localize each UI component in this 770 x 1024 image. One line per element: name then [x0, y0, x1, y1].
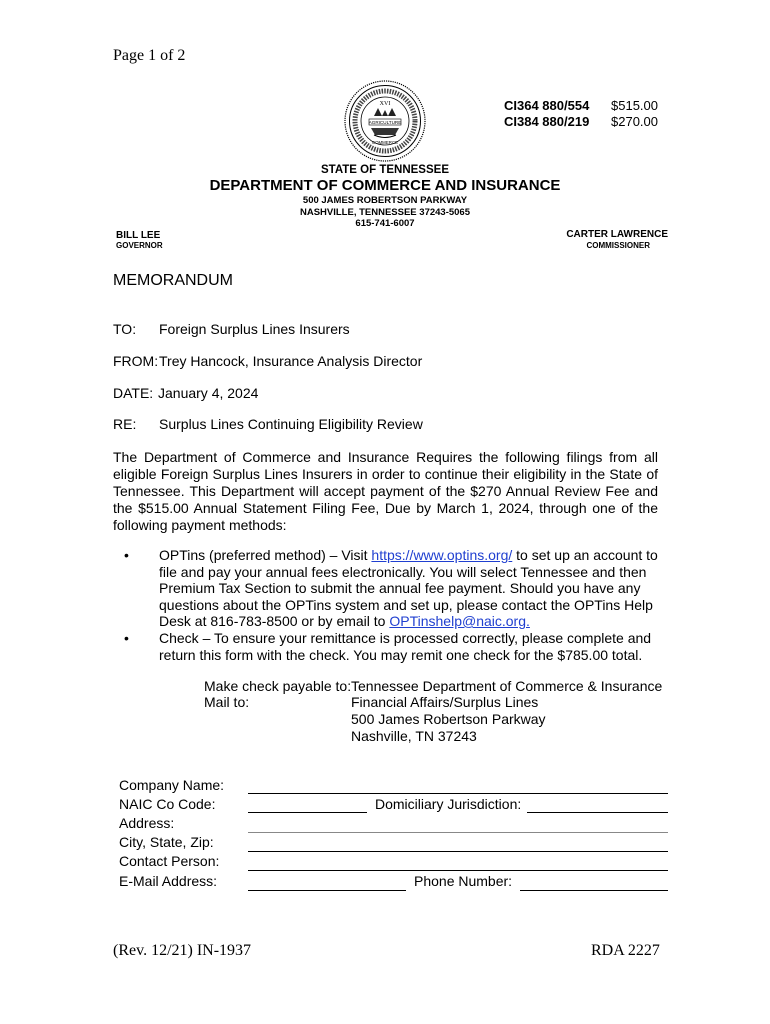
city-state-zip-field[interactable] [248, 851, 668, 852]
date-value: January 4, 2024 [158, 385, 259, 401]
fee-codes [504, 98, 658, 130]
tennessee-seal-icon [344, 80, 426, 162]
memo-date [113, 385, 258, 401]
commissioner-name: CARTER LAWRENCE [566, 229, 668, 240]
mail-address-line: Financial Affairs/Surplus Lines [351, 694, 539, 710]
date-label: DATE: [113, 385, 154, 401]
to-label: TO: [113, 321, 137, 337]
phone-number-field[interactable] [520, 890, 668, 891]
fee-row [504, 114, 658, 130]
memo-to [113, 321, 350, 337]
department-phone: 615-741-6007 [355, 218, 415, 229]
from-label: FROM: [113, 353, 159, 369]
department-street: 500 JAMES ROBERTSON PARKWAY [302, 195, 468, 206]
memo-re [113, 416, 423, 432]
optins-link[interactable]: https://www.optins.org/ [371, 547, 513, 563]
memo-body-paragraph: The Department of Commerce and Insurance Requires the following filings from all eligible Foreign Surplus Lines Insurers in order to continue their eligibility in the State of Tennessee. This Department will accept payment of the $270 Annual Review Fee and the $515.00 Annual Statement Filing Fee, Due by March 1, 2024, through one of the following payment methods: [113, 449, 658, 533]
city-state-zip-label: City, State, Zip: [119, 834, 214, 850]
address-label: Address: [119, 815, 175, 831]
state-name: STATE OF TENNESSEE [320, 164, 449, 176]
contact-person-label: Contact Person: [119, 853, 220, 869]
mail-address-line: 500 James Robertson Parkway [351, 711, 546, 727]
bullet-text: OPTins (preferred method) – Visit [159, 547, 372, 563]
phone-number-label: Phone Number: [414, 873, 513, 889]
fee-code: CI364 880/554 [504, 98, 590, 113]
from-value: Trey Hancock, Insurance Analysis Director [159, 353, 423, 369]
fee-code: CI384 880/219 [504, 114, 590, 129]
department-name: DEPARTMENT OF COMMERCE AND INSURANCE [209, 177, 561, 194]
naic-code-label: NAIC Co Code: [119, 796, 216, 812]
check-bullet: Check – To ensure your remittance is processed correctly, please complete and return this form with the check. You may remit one check for the $785.00 total. [159, 630, 652, 663]
fee-row [504, 98, 658, 114]
company-name-label: Company Name: [119, 777, 225, 793]
re-value: Surplus Lines Continuing Eligibility Review [159, 416, 423, 432]
optins-bullet [159, 547, 658, 630]
email-address-label: E-Mail Address: [119, 873, 218, 889]
payable-label: Make check payable to: [204, 678, 352, 694]
governor-title: GOVERNOR [116, 241, 163, 250]
page-number: Page 1 of 2 [113, 47, 186, 64]
to-value: Foreign Surplus Lines Insurers [159, 321, 350, 337]
bullet-text: to set up an account to file and pay your annual fees electronically. You will select Tennessee and then Premium Tax Section to submit the annual fee payment. Should you have any questions about the OPTins system and set up, please contact the OPTins Help Desk at 816-783-8500 or by email to [159, 547, 658, 629]
email-address-field[interactable] [248, 890, 406, 891]
governor-name: BILL LEE [116, 230, 161, 241]
company-name-field[interactable] [248, 793, 668, 794]
seal-bottom-text: COMMERCE [371, 140, 399, 145]
bullet-dot: • [124, 630, 129, 646]
domiciliary-label: Domiciliary Jurisdiction: [375, 796, 522, 812]
seal-middle-text: AGRICULTURE [368, 120, 402, 125]
revision-footer: (Rev. 12/21) IN-1937 [113, 942, 252, 959]
fee-amount: $515.00 [611, 98, 658, 113]
domiciliary-field[interactable] [527, 812, 668, 813]
payable-value: Tennessee Department of Commerce & Insurance [351, 678, 663, 694]
memo-title: MEMORANDUM [113, 272, 233, 289]
memo-from [113, 353, 422, 369]
mail-to-label: Mail to: [204, 694, 250, 710]
commissioner-title: COMMISSIONER [586, 241, 650, 250]
optins-help-email-link[interactable]: OPTinshelp@naic.org. [389, 613, 530, 629]
department-city: NASHVILLE, TENNESSEE 37243-5065 [299, 207, 470, 218]
contact-person-field[interactable] [248, 870, 668, 871]
bullet-dot: • [124, 547, 129, 563]
address-field[interactable] [248, 832, 668, 833]
seal-top-text: XVI [379, 101, 391, 107]
fee-amount: $270.00 [611, 114, 658, 129]
mail-address-line: Nashville, TN 37243 [351, 728, 477, 744]
re-label: RE: [113, 416, 137, 432]
rda-footer: RDA 2227 [591, 942, 660, 959]
naic-code-field[interactable] [248, 812, 367, 813]
